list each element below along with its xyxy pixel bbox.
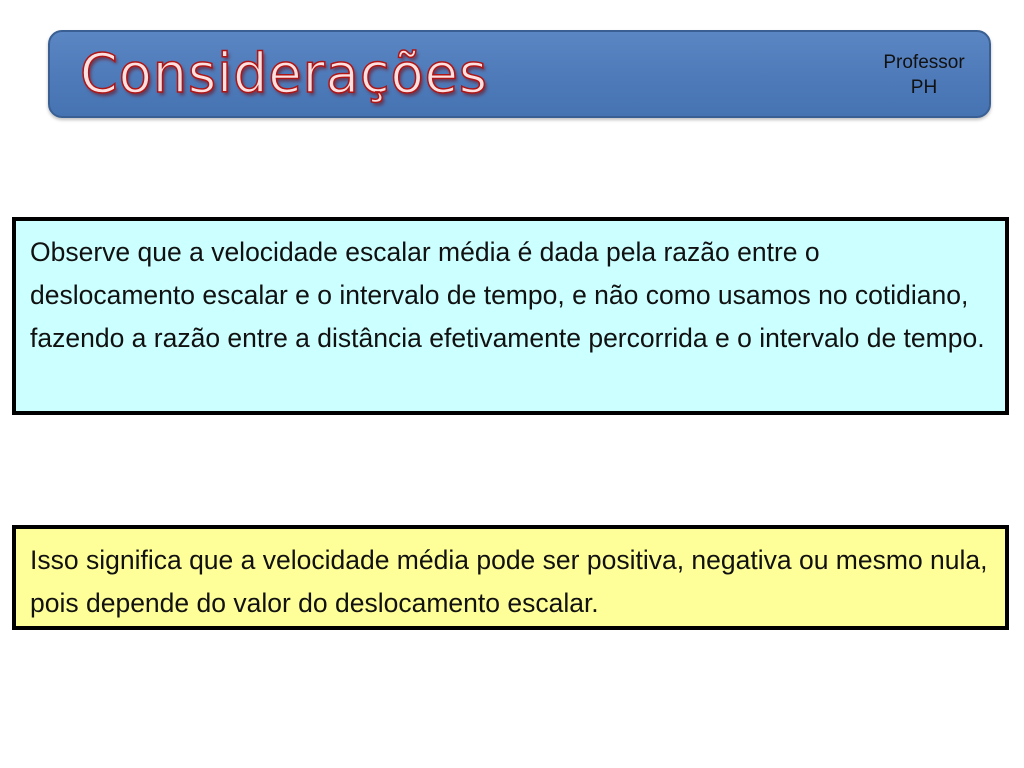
note-box-velocity-sign: Isso significa que a velocidade média pode ser positiva, negativa ou mesmo nula, pois depende do valor do deslocamento escalar. xyxy=(12,525,1009,630)
author-label xyxy=(869,50,979,100)
note-box-velocity-definition: Observe que a velocidade escalar média é dada pela razão entre o deslocamento escalar e o intervalo de tempo, e não como usamos no cotidiano, fazendo a razão entre a distância efetivamente percorrida e o intervalo de tempo. xyxy=(12,217,1009,415)
author-line-2: PH xyxy=(910,77,938,98)
title-banner xyxy=(48,30,991,118)
author-line-1: Professor xyxy=(883,52,965,73)
slide-title: Considerações xyxy=(80,42,488,105)
